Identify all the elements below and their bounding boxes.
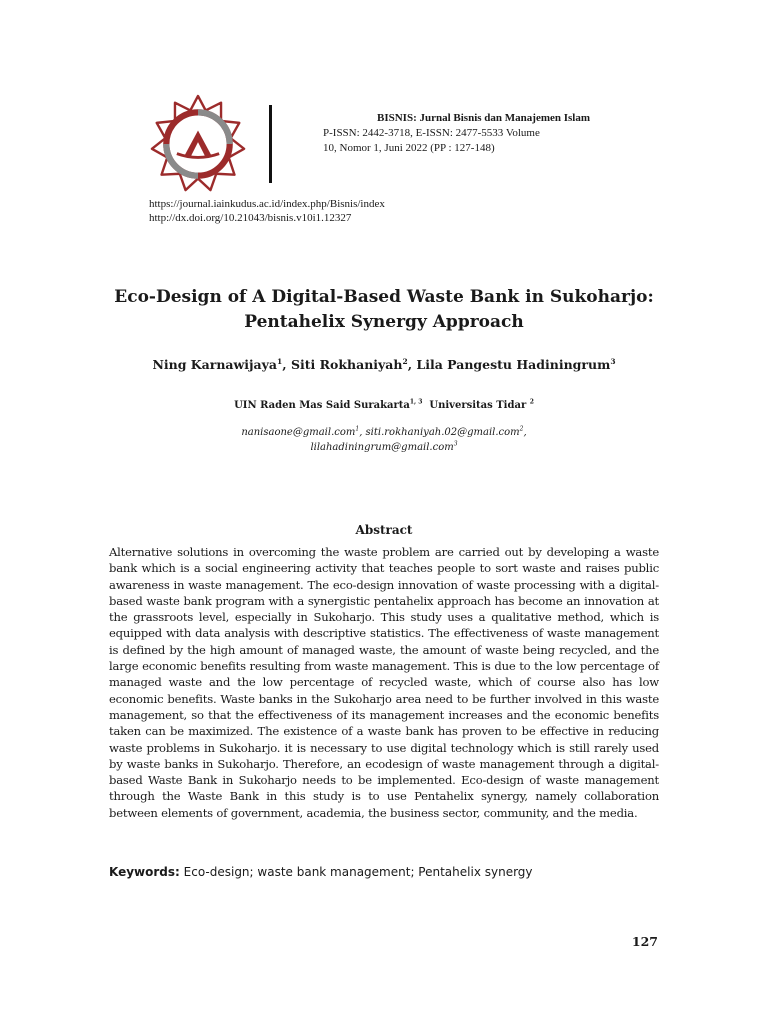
journal-links (149, 197, 385, 225)
email-3[interactable]: lilahadiningrum@gmail.com (310, 442, 454, 453)
author-name: Lila Pangestu Hadiningrum (416, 357, 611, 372)
journal-name: BISNIS: Jurnal Bisnis dan Manajemen Islam (377, 112, 591, 124)
journal-logo (150, 94, 246, 194)
journal-info (323, 111, 663, 156)
affiliation-1: UIN Raden Mas Said Surakarta (234, 400, 410, 411)
email-1[interactable]: nanisaone@gmail.com (241, 427, 356, 438)
affiliation-2-sup: 2 (529, 398, 534, 406)
abstract-body: Alternative solutions in overcoming the waste problem are carried out by developing a waste bank which is a social engineering activity that teaches people to sort waste and raises public awareness in waste management. The eco-design innovation of waste processing with a digital-based waste bank program with a synergistic pentahelix approach has become an innovation at the grassroots level, especially in Sukoharjo. This study uses a qualitative method, which is equipped with data analysis with descriptive statistics. The effectiveness of waste management is defined by the high amount of managed waste, the amount of waste being recycled, and the large economic benefits resulting from waste management. This is due to the low percentage of managed waste and the low percentage of recycled waste, which of course also has low economic benefits. Waste banks in the Sukoharjo area need to be further involved in this waste management, so that the effectiveness of its management increases and the economic benefits taken can be maximized. The existence of a waste bank has proven to be effective in reducing waste problems in Sukoharjo. it is necessary to use digital technology which is still rarely used by waste banks in Sukoharjo. Therefore, an ecodesign of waste management through a digital-based Waste Bank in Sukoharjo needs to be implemented. Eco-design of waste management through the Waste Bank in this study is to use Pentahelix synergy, namely collaboration between elements of government, academia, the business sector, community, and the media. (109, 545, 659, 820)
email-2[interactable]: siti.rokhaniyah.02@gmail.com (365, 427, 520, 438)
abstract-heading: Abstract (355, 523, 413, 537)
affiliations (60, 398, 708, 414)
logo-divider (269, 105, 272, 183)
issn-line: P-ISSN: 2442-3718, E-ISSN: 2477-5533 Volume (323, 127, 540, 139)
affiliation-2: Universitas Tidar (429, 400, 527, 411)
affiliation-1-sup: 1, 3 (409, 398, 423, 406)
author-sup: 1 (277, 356, 283, 366)
paper-title (60, 285, 708, 335)
title-line-1: Eco-Design of A Digital-Based Waste Bank in Sukoharjo: (114, 287, 654, 307)
page-number: 127 (631, 934, 658, 949)
doi-link[interactable]: http://dx.doi.org/10.21043/bisnis.v10i1.12327 (149, 212, 352, 224)
volume-line: 10, Nomor 1, Juni 2022 (PP : 127-148) (323, 142, 495, 154)
author-emails: nanisaone@gmail.com$^1$, siti.rokhaniyah.02@gmail.com$^2$, lilahadiningrum@gmail.com$^3$ (241, 425, 527, 453)
journal-url-link[interactable]: https://journal.iainkudus.ac.id/index.php/Bisnis/index (149, 198, 385, 210)
keywords-value: Eco-design; waste bank management; Pentahelix synergy (183, 865, 533, 879)
keywords-label: Keywords: (109, 865, 180, 879)
author-list: Ning Karnawijaya$^1$, Siti Rokhaniyah$^2$, Lila Pangestu Hadiningrum$^3$ (152, 356, 616, 372)
author-sup: 2 (402, 356, 408, 366)
author-name: Siti Rokhaniyah (290, 357, 403, 372)
author-name: Ning Karnawijaya (152, 357, 278, 372)
author-sup: 3 (610, 356, 616, 366)
keywords (109, 864, 659, 880)
title-line-2: Pentahelix Synergy Approach (244, 312, 524, 332)
